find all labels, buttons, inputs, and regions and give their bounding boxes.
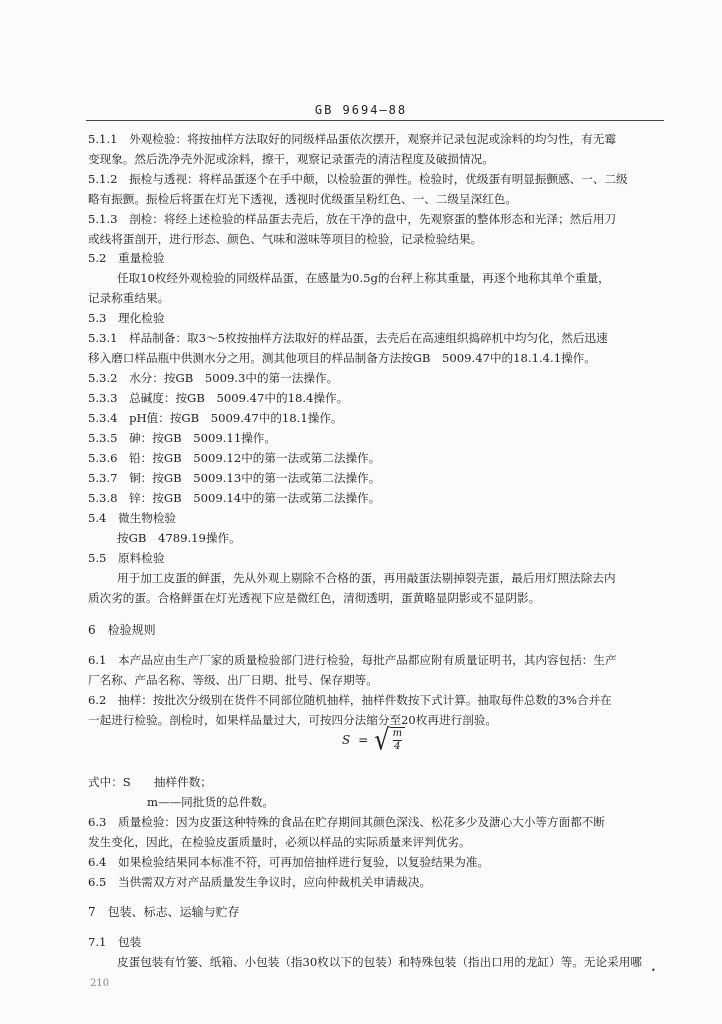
text-line: 6.2 抽样：按批次分级别在货件不同部位随机抽样，抽样件数按下式计算。抽取每件总数的3%合并在 [88,693,612,707]
text-line: 变现象。然后洗净壳外泥或涂料，擦干，观察记录蛋壳的清洁程度及破损情况。 [88,152,494,166]
text-line: 6.3 质量检验：因为皮蛋这种特殊的食品在贮存期间其颜色深浅、松花多少及溏心大小等方面都不断 [88,815,605,829]
section-heading: 5.5 原料检验 [88,551,165,565]
text-line: 5.1.3 剖检：将经上述检验的样品蛋去壳后，放在干净的盘中，先观察蛋的整体形态和光泽；然后用刀 [88,212,617,226]
text-line: 任取10枚经外观检验的同级样品蛋，在感量为0.5g的台秤上称其重量，再逐个地称其单个重量， [117,271,610,285]
text-line: 或线将蛋剖开，进行形态、颜色、气味和滋味等项目的检验，记录检验结果。 [88,232,483,246]
text-line: 5.3.3 总碱度：按GB 5009.47中的18.4操作。 [88,391,349,405]
text-line: 5.1.2 振检与透视：将样品蛋逐个在手中颠，以检验蛋的弹性。检验时，优级蛋有明显振颤感、一、二级 [88,172,628,186]
formula-eq: = [358,733,369,747]
text-line: 6.5 当供需双方对产品质量发生争议时，应向仲裁机关申请裁决。 [88,875,432,889]
formula-numerator: m [392,728,403,739]
section-heading: 5.2 重量检验 [88,251,165,265]
text-line: 5.3.6 铅：按GB 5009.12中的第一法或第二法操作。 [88,451,381,465]
section-heading: 7.1 包装 [88,935,142,949]
text-line: 皮蛋包装有竹篓、纸箱、小包装（指30枚以下的包装）和特殊包装（指出口用的龙缸）等。无论采用哪 [117,955,642,969]
text-line: 5.3.8 锌：按GB 5009.14中的第一法或第二法操作。 [88,491,381,505]
formula-denominator: 4 [394,741,401,752]
text-line: 6.4 如果检验结果同本标准不符，可再加倍抽样进行复验，以复验结果为准。 [88,855,490,869]
text-line: 用于加工皮蛋的鲜蛋，先从外观上剔除不合格的蛋，再用敲蛋法剔掉裂壳蛋，最后用灯照法除去内 [117,571,616,585]
text-line: 记录称重结果。 [88,291,170,305]
text-line: 5.3.5 砷：按GB 5009.11操作。 [88,431,276,445]
text-line: 发生变化，因此，在检验皮蛋质量时，必须以样品的实际质量来评判优劣。 [88,835,471,849]
text-line: m——同批货的总件数。 [147,795,274,809]
formula-lhs: S [342,733,351,747]
text-line: 一起进行检验。剖检时，如果样品量过大，可按四分法缩分至20枚再进行剖验。 [88,713,497,727]
text-line: 移入磨口样品瓶中供测水分之用。测其他项目的样品制备方法按GB 5009.47中的18.1.4.1操作。 [88,351,596,365]
text-line: 5.3.2 水分：按GB 5009.3中的第一法操作。 [88,371,339,385]
sampling-formula [342,723,405,757]
section-heading: 7 包装、标志、运输与贮存 [88,905,240,919]
text-line: 质次劣的蛋。合格鲜蛋在灯光透视下应是微红色，清彻透明，蛋黄略显阴影或不显阴影。 [88,591,541,605]
section-heading: 6 检验规则 [88,623,156,637]
bullet-mark: • [651,966,656,975]
square-root: √ $\frac{m}{4}$ [374,726,405,754]
text-line: 厂名称、产品名称、等级、出厂日期、批号、保存期等。 [88,673,378,687]
text-line: 5.3.1 样品制备：取3～5枚按抽样方法取好的样品蛋，去壳后在高速组织捣碎机中均匀化，然后迅速 [88,331,608,345]
section-heading: 5.4 微生物检验 [88,511,177,525]
text-line: 6.1 本产品应由生产厂家的质量检验部门进行检验，每批产品都应附有质量证明书，其内容包括：生产 [88,653,617,667]
text-line: 按GB 4789.19操作。 [117,531,241,545]
page-number: 210 [90,978,110,989]
text-line: 5.3.4 pH值：按GB 5009.47中的18.1操作。 [88,411,343,425]
page-header: GB 9694—88 [314,103,408,117]
text-line: 5.3.7 铜：按GB 5009.13中的第一法或第二法操作。 [88,471,381,485]
header-rule [86,120,664,121]
text-line: 5.1.1 外观检验：将按抽样方法取好的同级样品蛋依次摆开，观察并记录包泥或涂料的均匀性，有无霉 [88,132,617,146]
text-line: 略有振颤。振检后将蛋在灯光下透视，透视时优级蛋呈粉红色、一、二级呈深红色。 [88,192,517,206]
text-line: 式中：S 抽样件数； [88,775,212,789]
section-heading: 5.3 理化检验 [88,311,165,325]
